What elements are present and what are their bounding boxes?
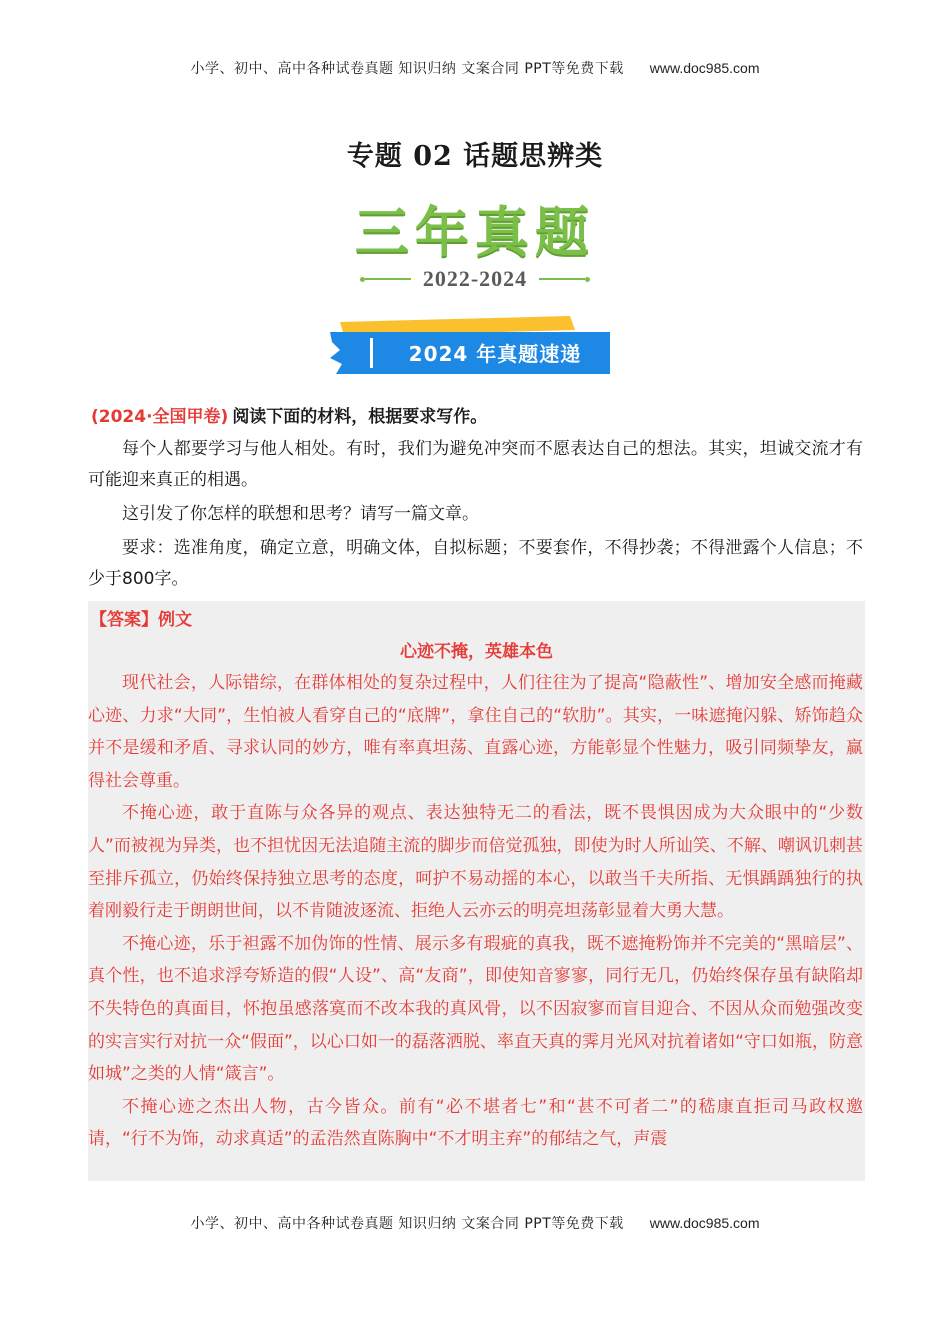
question-instruction: 阅读下面的材料，根据要求写作。 xyxy=(232,407,488,427)
answer-label: 【答案】例文 xyxy=(90,610,192,630)
ornament-rule-right xyxy=(539,278,585,280)
section-badge-label: 2024 年真题速递 xyxy=(408,342,582,366)
answer-box xyxy=(88,601,865,1181)
footer-banner-url[interactable]: www.doc985.com xyxy=(649,1215,760,1231)
essay-paragraph: 不掩心迹之杰出人物，古今皆众。前有“必不堪者七”和“甚不可者二”的嵇康直拒司马政权邀请，“行不为饰，动求真适”的孟浩然直陈胸中“不才明主弃”的郁结之气，声震 xyxy=(88,1096,863,1150)
question-source-tag: (2024·全国甲卷) xyxy=(91,407,229,427)
question-line xyxy=(91,402,871,427)
ornament-dot-right xyxy=(585,277,590,282)
header-banner-text: 小学、初中、高中各种试卷真题 知识归纳 文案合同 PPT等免费下载 xyxy=(190,61,624,77)
header-banner xyxy=(0,58,950,78)
essay-body xyxy=(88,667,863,1156)
years-line xyxy=(0,264,950,294)
essay-paragraph: 不掩心迹，敢于直陈与众各异的观点、表达独特无二的看法，既不畏惧因成为大众眼中的“少数人”而被视为异类，也不担忧因无法追随主流的脚步而倍觉孤独，即使为时人所讪笑、不解、嘲讽讥刺甚至排斥孤立，仍始终保持独立思考的态度，呵护不易动摇的本心，以敢当千夫所指、无惧踽踽独行的执着刚毅行走于朗朗世间，以不肯随波逐流、拒绝人云亦云的明亮坦荡彰显着大勇大慧。 xyxy=(88,803,863,922)
big-title: 三年真题 xyxy=(355,201,595,264)
footer-banner xyxy=(0,1213,950,1233)
material-paragraph: 每个人都要学习与他人相处。有时，我们为避免冲突而不愿表达自己的想法。其实，坦诚交流才有可能迎来真正的相遇。 xyxy=(88,439,863,490)
footer-banner-text: 小学、初中、高中各种试卷真题 知识归纳 文案合同 PPT等免费下载 xyxy=(190,1216,624,1232)
ornament-rule-left xyxy=(365,278,411,280)
essay-paragraph: 现代社会，人际错综，在群体相处的复杂过程中，人们往往为了提高“隐蔽性”、增加安全感而掩藏心迹、力求“大同”，生怕被人看穿自己的“底牌”，拿住自己的“软肋”。其实，一味遮掩闪躲、矫饰趋众并不是缓和矛盾、寻求认同的妙方，唯有率真坦荡、直露心迹，方能彰显个性魅力，吸引同频挚友，赢得社会尊重。 xyxy=(88,673,863,791)
section-badge xyxy=(330,316,620,376)
document-title: 专题 02 话题思辨类 xyxy=(346,141,604,172)
years-range: 2022-2024 xyxy=(422,266,528,291)
essay-paragraph: 不掩心迹，乐于袒露不加伪饰的性情、展示多有瑕疵的真我，既不遮掩粉饰并不完美的“黑暗层”、真个性，也不追求浮夸矫造的假“人设”、高“友商”，即使知音寥寥，同行无几，仍始终保存虽有缺陷却不失特色的真面目，怀抱虽感落寞而不改本我的真风骨，以不因寂寥而盲目迎合、不因从众而勉强改变的实言实行对抗一众“假面”，以心口如一的磊落洒脱、率直天真的霁月光风对抗着诸如“守口如瓶，防意如城”之类的人情“箴言”。 xyxy=(88,933,863,1085)
requirements-paragraph: 要求：选准角度，确定立意，明确文体，自拟标题；不要套作，不得抄袭；不得泄露个人信息；不少于800字。 xyxy=(88,538,863,589)
essay-title: 心迹不掩，英雄本色 xyxy=(400,642,553,662)
prompt-paragraph: 这引发了你怎样的联想和思考？请写一篇文章。 xyxy=(122,504,479,524)
header-banner-url[interactable]: www.doc985.com xyxy=(649,60,760,76)
